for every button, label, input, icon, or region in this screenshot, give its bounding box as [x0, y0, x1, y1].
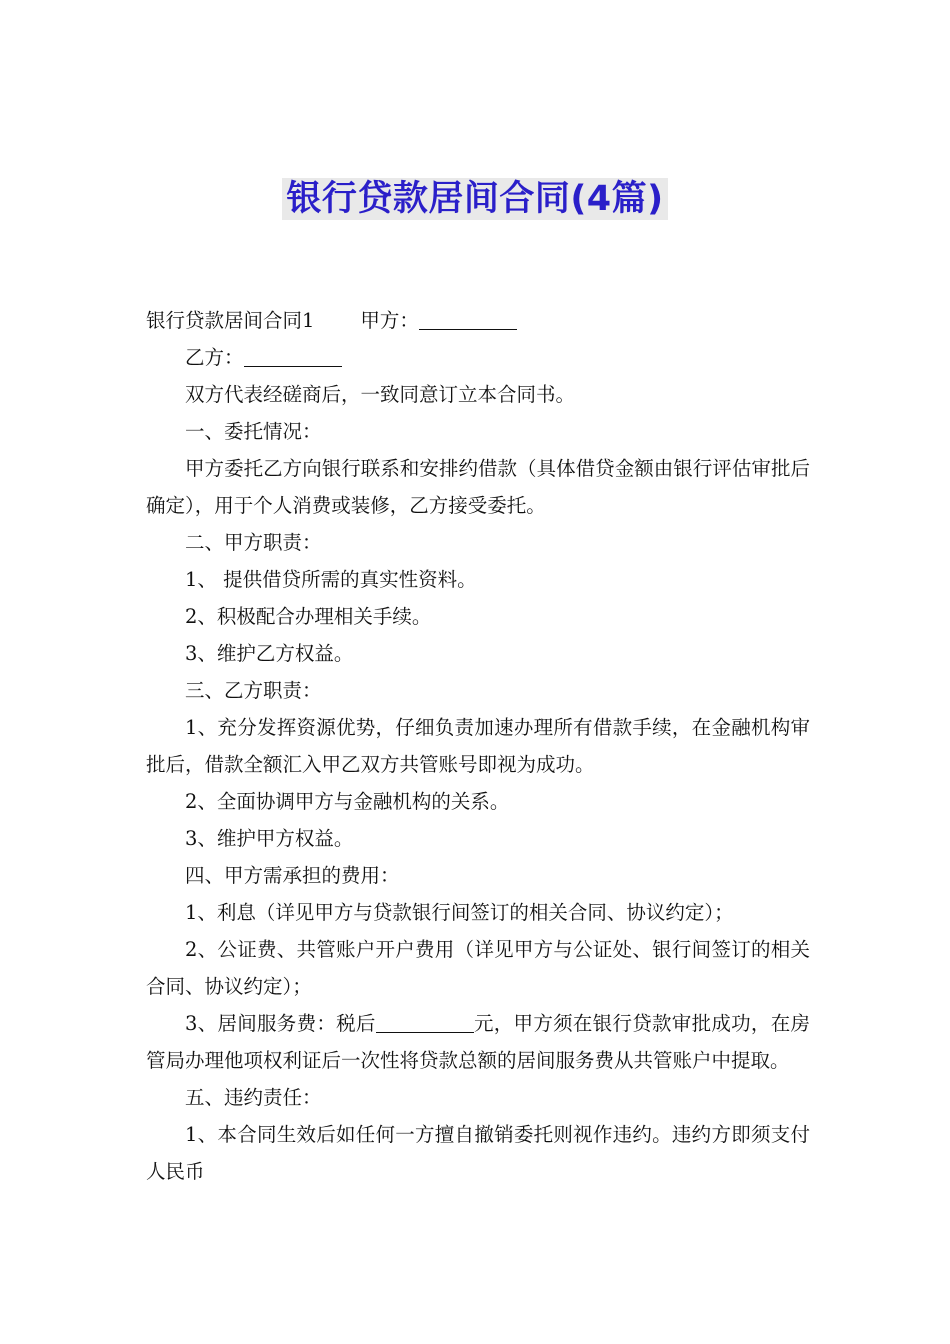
service-fee-terms: 元，甲方须在银行贷款审批成功，在房管局办理他项权利证后一次性将贷款总额的居间服务费从共管账户中提取。: [146, 1012, 810, 1072]
title-container: [0, 178, 950, 220]
section-4-item-2: 2、公证费、共管账户开户费用（详见甲方与公证处、银行间签订的相关合同、协议约定）；: [146, 938, 810, 998]
section-4-item-3: [146, 1005, 810, 1079]
document-body: [146, 302, 810, 1190]
party-b-blank: [244, 342, 342, 367]
section-4-item-1: 1、利息（详见甲方与贷款银行间签订的相关合同、协议约定）；: [185, 901, 734, 924]
section-4-heading: 四、甲方需承担的费用：: [185, 864, 400, 887]
party-a-blank: [419, 305, 517, 330]
section-2-item-1: 1、 提供借贷所需的真实性资料。: [185, 568, 477, 591]
service-fee-blank: [376, 1008, 474, 1033]
contract-heading: 银行贷款居间合同1: [146, 309, 315, 332]
section-3-item-3: 3、维护甲方权益。: [185, 827, 354, 850]
contract-heading-line: [146, 302, 810, 339]
service-fee-label: 3、居间服务费：税后: [185, 1012, 376, 1035]
section-5-heading: 五、违约责任：: [185, 1086, 322, 1109]
party-b-label: 乙方：: [185, 346, 244, 369]
section-5-item-1: 1、本合同生效后如任何一方擅自撤销委托则视作违约。违约方即须支付人民币: [146, 1123, 810, 1183]
section-3-item-1: 1、充分发挥资源优势，仔细负责加速办理所有借款手续，在金融机构审批后，借款全额汇入甲乙双方共管账号即视为成功。: [146, 716, 810, 776]
section-1-body: 甲方委托乙方向银行联系和安排约借款（具体借贷金额由银行评估审批后确定），用于个人消费或装修，乙方接受委托。: [146, 457, 810, 517]
section-3-heading: 三、乙方职责：: [185, 679, 322, 702]
section-2-heading: 二、甲方职责：: [185, 531, 322, 554]
intro-paragraph: 双方代表经磋商后，一致同意订立本合同书。: [185, 383, 576, 406]
section-3-item-2: 2、全面协调甲方与金融机构的关系。: [185, 790, 510, 813]
party-a-label: 甲方：: [360, 309, 419, 332]
section-2-item-2: 2、积极配合办理相关手续。: [185, 605, 432, 628]
section-1-heading: 一、委托情况：: [185, 420, 322, 443]
document-title: 银行贷款居间合同(4篇): [282, 178, 667, 220]
section-2-item-3: 3、维护乙方权益。: [185, 642, 354, 665]
party-b-line: [146, 339, 810, 376]
